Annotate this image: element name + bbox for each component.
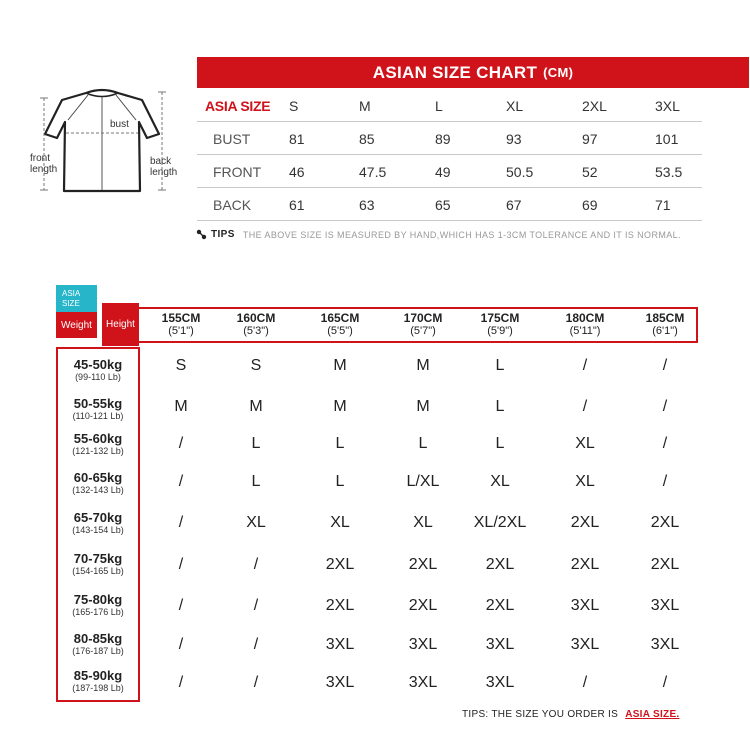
grid-cell: 3XL [485, 674, 515, 691]
grid-cell: 3XL [408, 636, 438, 653]
weight-kg: 45-50kg [73, 357, 123, 372]
weight-lb: (143-154 Lb) [72, 525, 124, 535]
grid-cell: 2XL [570, 556, 600, 573]
size-header: 2XL [582, 97, 607, 114]
measurement-tips [196, 229, 681, 240]
front-length-label [30, 153, 57, 175]
weight-kg: 85-90kg [73, 668, 123, 683]
grid-cell: / [662, 398, 668, 415]
height-ft: (5'1") [168, 325, 194, 337]
tips-icon [196, 229, 207, 240]
front-label-line1: front [30, 153, 51, 164]
grid-cell: / [178, 556, 184, 573]
weight-row [58, 552, 138, 576]
size-value: 81 [289, 130, 305, 147]
grid-cell: 2XL [408, 597, 438, 614]
grid-cell: L [495, 435, 505, 452]
grid-cell: / [662, 435, 668, 452]
grid-cell: 2XL [570, 514, 600, 531]
weight-rows [56, 347, 140, 702]
size-value: 85 [359, 130, 375, 147]
grid-cell: XL [330, 514, 350, 531]
grid-cell: / [178, 636, 184, 653]
jersey-diagram [22, 78, 202, 208]
size-value: 93 [506, 130, 522, 147]
height-ft: (5'7") [410, 325, 436, 337]
bust-label: bust [110, 119, 129, 130]
size-chart-table [197, 89, 702, 221]
height-column [300, 312, 380, 337]
weight-lb: (121-132 Lb) [72, 446, 124, 456]
row-label: FRONT [213, 163, 262, 180]
grid-cell: S [250, 357, 262, 374]
size-row-back [197, 188, 702, 221]
height-column [141, 312, 221, 337]
size-value: 52 [582, 163, 598, 180]
grid-cell: L [495, 357, 505, 374]
grid-cell: XL [490, 473, 510, 490]
height-column [545, 312, 625, 337]
height-ft: (5'5") [327, 325, 353, 337]
grid-cell: L [418, 435, 428, 452]
size-row-front [197, 155, 702, 188]
grid-cell: L/XL [406, 473, 440, 490]
size-value: 63 [359, 196, 375, 213]
height-cm: 165CM [320, 311, 360, 325]
grid-cell: M [333, 398, 347, 415]
front-label-line2: length [30, 164, 58, 175]
height-cm: 185CM [645, 311, 685, 325]
size-value: 61 [289, 196, 305, 213]
size-value: 47.5 [359, 163, 387, 180]
height-column [216, 312, 296, 337]
size-value: 71 [655, 196, 671, 213]
tips-text: THE ABOVE SIZE IS MEASURED BY HAND,WHICH HAS 1-3CM TOLERANCE AND IT IS NORMAL. [242, 229, 681, 240]
grid-cell: / [178, 674, 184, 691]
size-header: S [289, 97, 299, 114]
grid-cell: / [662, 357, 668, 374]
size-value: 65 [435, 196, 451, 213]
grid-cell: / [582, 674, 588, 691]
height-column [460, 312, 540, 337]
weight-kg: 55-60kg [73, 431, 123, 446]
grid-cell: XL/2XL [473, 514, 527, 531]
height-cm: 180CM [565, 311, 605, 325]
grid-cell: / [178, 514, 184, 531]
grid-cell: 3XL [325, 636, 355, 653]
grid-cell: / [253, 556, 259, 573]
height-column [625, 312, 705, 337]
height-header: Height [102, 303, 139, 346]
size-value: 50.5 [506, 163, 534, 180]
size-header-row [197, 89, 702, 122]
grid-cell: / [253, 636, 259, 653]
back-length-label [150, 156, 177, 178]
grid-cell: / [582, 398, 588, 415]
tips-word: TIPS [211, 229, 235, 240]
weight-kg: 65-70kg [73, 510, 123, 525]
row-label: BACK [213, 196, 252, 213]
grid-cell: 3XL [650, 597, 680, 614]
badge-line1: ASIA [62, 288, 81, 298]
weight-lb: (110-121 Lb) [72, 411, 124, 421]
grid-cell: XL [413, 514, 433, 531]
height-cm: 155CM [161, 311, 201, 325]
grid-cell: M [416, 398, 430, 415]
asia-size-badge [56, 285, 97, 312]
order-tips-prefix: TIPS: THE SIZE YOU ORDER IS [462, 709, 619, 720]
order-tips-highlight: ASIA SIZE. [625, 709, 680, 720]
size-header: XL [506, 97, 524, 114]
grid-cell: / [253, 674, 259, 691]
weight-row [58, 511, 138, 535]
grid-cell: 2XL [325, 597, 355, 614]
weight-kg: 80-85kg [73, 631, 123, 646]
grid-cell: 3XL [650, 636, 680, 653]
size-value: 101 [655, 130, 679, 147]
size-value: 46 [289, 163, 305, 180]
size-chart-title [197, 57, 749, 88]
height-ft: (5'3") [243, 325, 269, 337]
size-value: 97 [582, 130, 598, 147]
height-column [383, 312, 463, 337]
weight-row [58, 669, 138, 693]
grid-cell: L [335, 473, 345, 490]
grid-cell: XL [246, 514, 266, 531]
weight-row [58, 397, 138, 421]
height-ft: (5'9") [487, 325, 513, 337]
grid-cell: M [249, 398, 263, 415]
size-value: 53.5 [655, 163, 683, 180]
height-columns [139, 307, 698, 343]
grid-cell: / [253, 597, 259, 614]
grid-cell: 2XL [650, 514, 680, 531]
grid-cell: / [178, 435, 184, 452]
grid-cell: 2XL [325, 556, 355, 573]
weight-header: Weight [56, 312, 97, 338]
weight-row [58, 632, 138, 656]
weight-row [58, 358, 138, 382]
size-value: 49 [435, 163, 451, 180]
size-row-bust [197, 122, 702, 155]
grid-cell: XL [575, 435, 595, 452]
height-ft: (6'1") [652, 325, 678, 337]
back-label-line1: back [150, 156, 172, 167]
size-header: 3XL [655, 97, 680, 114]
back-label-line2: length [150, 167, 178, 178]
grid-cell: / [178, 597, 184, 614]
weight-kg: 60-65kg [73, 470, 123, 485]
size-header: M [359, 97, 371, 114]
weight-kg: 75-80kg [73, 592, 123, 607]
weight-lb: (187-198 Lb) [72, 683, 124, 693]
size-value: 89 [435, 130, 451, 147]
grid-cell: 3XL [570, 636, 600, 653]
grid-cell: 2XL [485, 556, 515, 573]
weight-lb: (176-187 Lb) [72, 646, 124, 656]
badge-line2: SIZE [62, 298, 80, 308]
grid-cell: L [335, 435, 345, 452]
grid-cell: S [175, 357, 187, 374]
weight-row [58, 593, 138, 617]
grid-cell: 3XL [325, 674, 355, 691]
row-label: BUST [213, 130, 251, 147]
weight-lb: (165-176 Lb) [72, 607, 124, 617]
height-ft: (5'11") [569, 325, 601, 337]
grid-cell: L [495, 398, 505, 415]
grid-cell: / [582, 357, 588, 374]
grid-cell: 3XL [485, 636, 515, 653]
weight-kg: 70-75kg [73, 551, 123, 566]
height-cm: 170CM [403, 311, 443, 325]
weight-row [58, 432, 138, 456]
height-cm: 160CM [236, 311, 276, 325]
height-cm: 175CM [480, 311, 520, 325]
weight-row [58, 471, 138, 495]
grid-cell: 2XL [485, 597, 515, 614]
grid-cell: M [333, 357, 347, 374]
grid-cell: L [251, 473, 261, 490]
grid-cell: 3XL [570, 597, 600, 614]
size-value: 67 [506, 196, 522, 213]
asia-size-label: ASIA SIZE [205, 97, 271, 114]
grid-cell: / [178, 473, 184, 490]
weight-lb: (154-165 Lb) [72, 566, 124, 576]
weight-kg: 50-55kg [73, 396, 123, 411]
grid-cell: M [416, 357, 430, 374]
order-tips [462, 709, 680, 720]
grid-cell: 3XL [408, 674, 438, 691]
grid-cell: / [662, 473, 668, 490]
size-chart-title-text: ASIAN SIZE CHART [372, 62, 538, 82]
grid-cell: 2XL [408, 556, 438, 573]
size-value: 69 [582, 196, 598, 213]
grid-cell: L [251, 435, 261, 452]
size-header: L [435, 97, 443, 114]
grid-cell: XL [575, 473, 595, 490]
weight-lb: (99-110 Lb) [75, 372, 121, 382]
grid-cell: / [662, 674, 668, 691]
jersey-outline-icon [22, 78, 202, 208]
size-chart-unit: (CM) [543, 65, 574, 80]
grid-cell: 2XL [650, 556, 680, 573]
grid-cell: M [174, 398, 188, 415]
weight-lb: (132-143 Lb) [72, 485, 124, 495]
